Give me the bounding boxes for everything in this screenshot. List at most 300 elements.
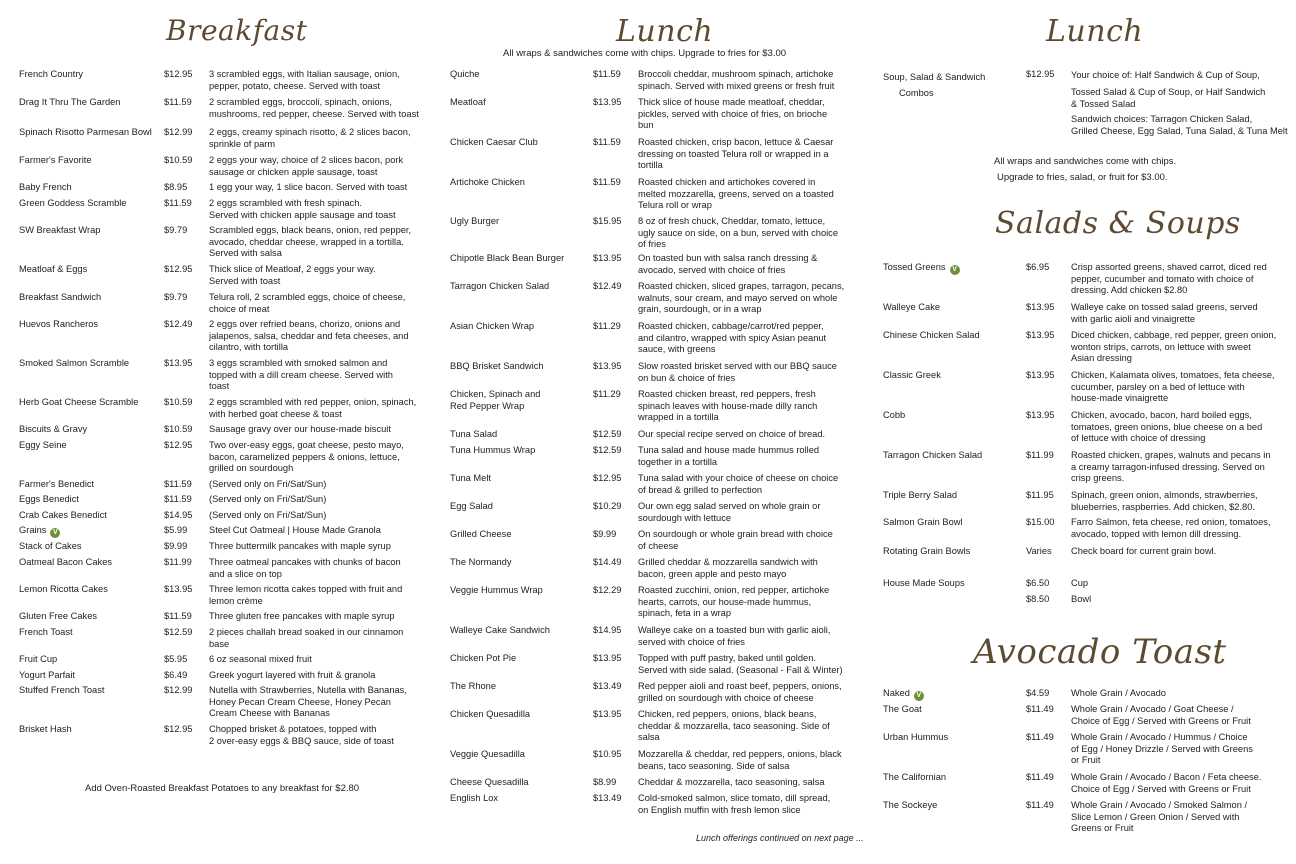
- item-name-line: Red Pepper Wrap: [450, 400, 525, 411]
- item-name: [883, 517, 963, 529]
- item-name-line: Veggie Hummus Wrap: [450, 585, 543, 595]
- item-description-line: Greek yogurt layered with fruit & granola: [209, 670, 376, 680]
- item-name-line: Lemon Ricotta Cakes: [19, 584, 108, 594]
- item-name: [883, 330, 980, 342]
- item-name-line: Quiche: [450, 69, 480, 79]
- item-name: [19, 541, 82, 553]
- item-name: [883, 450, 982, 462]
- item-description-line: crisp greens.: [1071, 473, 1125, 484]
- item-name: [19, 494, 79, 506]
- item-description-line: Asian dressing: [1071, 353, 1132, 364]
- item-description-line: Whole Grain / Avocado / Goat Cheese /: [1071, 704, 1234, 714]
- item-description: [638, 97, 827, 132]
- item-description-line: of lettuce with choice of dressing: [1071, 433, 1206, 444]
- item-description: [1071, 410, 1262, 445]
- item-description-line: served with choice of fries: [638, 636, 745, 647]
- item-description-line: together in a tortilla: [638, 456, 718, 467]
- item-description-line: jalapenos, salsa, cheddar and feta cheeses, and: [209, 330, 409, 341]
- item-description: [209, 440, 404, 475]
- item-price: $12.95: [1026, 69, 1055, 79]
- item-description-line: dressing on toasted Telura roll or wrapped in a: [638, 148, 829, 159]
- item-price: $12.95: [164, 724, 193, 734]
- item-description-line: Choice of Egg / Served with Greens or Fruit: [1071, 783, 1251, 794]
- item-description-line: Two over-easy eggs, goat cheese, pesto mayo,: [209, 440, 404, 450]
- item-price: $11.95: [1026, 490, 1054, 500]
- item-description-line: Farro Salmon, feta cheese, red onion, tomatoes,: [1071, 517, 1271, 527]
- item-name: [19, 358, 129, 370]
- item-name-line: French Toast: [19, 627, 73, 637]
- item-name: [450, 625, 550, 637]
- item-name-line: Cheese Quesadilla: [450, 777, 529, 787]
- item-price: $12.49: [593, 281, 622, 291]
- item-description-line: spinach leaves with house-made dilly ranch: [638, 400, 818, 411]
- item-price: $13.95: [164, 584, 193, 594]
- item-description-line: 2 scrambled eggs, broccoli, spinach, onions,: [209, 97, 392, 107]
- item-name: [450, 429, 497, 441]
- item-name-line: Rotating Grain Bowls: [883, 546, 971, 556]
- item-name-line: Urban Hummus: [883, 732, 949, 742]
- item-name: [19, 611, 97, 623]
- item-price: $11.59: [164, 611, 192, 621]
- item-name: [883, 732, 948, 744]
- item-price: $12.59: [593, 445, 622, 455]
- item-description-line: Whole Grain / Avocado / Bacon / Feta cheese.: [1071, 772, 1262, 782]
- item-price: $9.99: [164, 541, 188, 551]
- item-name: [450, 749, 525, 761]
- item-description-line: 3 eggs scrambled with smoked salmon and: [209, 358, 388, 368]
- item-price: $8.99: [593, 777, 617, 787]
- item-description-line: Topped with puff pastry, baked until golden.: [638, 653, 816, 663]
- item-name: [19, 397, 138, 409]
- item-description-line: 2 eggs over refried beans, chorizo, onions and: [209, 319, 401, 329]
- item-description: [638, 429, 825, 441]
- item-description-line: walnuts, sour cream, and mayo served on whole: [638, 292, 838, 303]
- item-description-line: 2 over-easy eggs & BBQ sauce, side of toast: [209, 735, 395, 746]
- item-description-line: a creamy tarragon-infused dressing. Served on: [1071, 461, 1265, 472]
- item-description-line: topped with a dill cream cheese. Served with: [209, 369, 393, 380]
- item-description-line: Sausage gravy over our house-made biscuit: [209, 424, 391, 434]
- item-name: [19, 182, 72, 194]
- item-price: $11.29: [593, 389, 621, 399]
- item-description-line: Whole Grain / Avocado / Smoked Salmon /: [1071, 800, 1248, 810]
- item-price: $13.95: [593, 253, 622, 263]
- item-description: [1071, 450, 1271, 485]
- item-description-line: Roasted chicken and artichokes covered in: [638, 177, 816, 187]
- item-name-line: Farmer's Benedict: [19, 479, 95, 489]
- item-description-line: Cup: [1071, 578, 1089, 588]
- item-description-line: Your choice of: Half Sandwich & Cup of Soup,: [1071, 70, 1260, 80]
- item-description: [209, 319, 409, 354]
- item-price: $12.95: [164, 69, 193, 79]
- item-description-line: cheddar & mozzarella, taco seasoning. Side of: [638, 720, 830, 731]
- item-price: $13.95: [1026, 302, 1055, 312]
- item-price: $10.59: [164, 155, 193, 165]
- item-price: $13.95: [164, 358, 193, 368]
- item-description: [209, 182, 407, 194]
- item-description-line: Steel Cut Oatmeal | House Made Granola: [209, 525, 381, 535]
- item-name: [450, 253, 564, 265]
- item-description: [1071, 578, 1088, 590]
- item-description: [1071, 546, 1216, 558]
- item-description: [638, 216, 838, 251]
- item-description: [638, 681, 842, 704]
- item-price: $14.49: [593, 557, 622, 567]
- item-name: [450, 529, 512, 541]
- item-description-line: 8 oz of fresh chuck, Cheddar, tomato, lettuce,: [638, 216, 826, 226]
- item-description-line: 2 eggs scrambled with fresh spinach.: [209, 198, 362, 208]
- item-name-line: Huevos Rancheros: [19, 319, 99, 329]
- item-description-line: Cheddar & mozzarella, taco seasoning, salsa: [638, 777, 825, 787]
- item-name-line: Ugly Burger: [450, 216, 500, 226]
- item-name-line: Classic Greek: [883, 370, 941, 380]
- item-description-line: Three oatmeal pancakes with chunks of bacon: [209, 557, 401, 567]
- item-description: [1071, 370, 1275, 405]
- item-description-line: (Served only on Fri/Sat/Sun): [209, 510, 327, 520]
- item-price: $13.49: [593, 681, 622, 691]
- item-name: [19, 670, 75, 682]
- item-name-line: Eggy Seine: [19, 440, 67, 450]
- item-name-line: Combos: [899, 88, 934, 98]
- item-price: $10.59: [164, 424, 193, 434]
- item-description-line: Thick slice of Meatloaf, 2 eggs your way.: [209, 264, 376, 274]
- item-price: $14.95: [593, 625, 622, 635]
- item-description-line: avocado, cheddar cheese, wrapped in a tortilla.: [209, 236, 404, 247]
- item-description-line: bacon, caramelized peppers & onions, lettuce,: [209, 451, 400, 462]
- item-name-line: Tossed Greens V: [883, 262, 960, 275]
- item-name: [450, 653, 516, 665]
- item-description-line: Roasted chicken, sliced grapes, tarragon, pecans,: [638, 281, 845, 291]
- item-description-line: Three buttermilk pancakes with maple syrup: [209, 541, 391, 551]
- item-name-line: Chicken Pot Pie: [450, 653, 517, 663]
- item-name: [883, 578, 965, 590]
- item-name-line: Baby French: [19, 182, 72, 192]
- item-description: [209, 494, 326, 506]
- item-name: [450, 681, 496, 693]
- item-name-line: Oatmeal Bacon Cakes: [19, 557, 113, 567]
- item-description-line: 2 eggs scrambled with red pepper, onion, spinach,: [209, 397, 417, 407]
- item-description: [209, 541, 391, 553]
- item-description-line: melted mozzarella, greens, served on a toasted: [638, 188, 834, 199]
- item-name-line: The Sockeye: [883, 800, 938, 810]
- breakfast-heading: Breakfast: [166, 14, 308, 47]
- item-description-line: Crisp assorted greens, shaved carrot, diced red: [1071, 262, 1267, 272]
- item-description: [638, 557, 818, 580]
- item-name-line: The Goat: [883, 704, 922, 714]
- item-description: [209, 424, 391, 436]
- item-name: [19, 479, 94, 491]
- item-price: $12.95: [593, 473, 622, 483]
- item-description-line: On sourdough or whole grain bread with choice: [638, 529, 833, 539]
- item-description-line: mushrooms, red pepper, cheese. Served with toast: [209, 108, 419, 119]
- item-name-line: Biscuits & Gravy: [19, 424, 88, 434]
- item-description-line: salsa: [638, 732, 660, 743]
- item-name-line: Chicken Caesar Club: [450, 137, 538, 147]
- item-description-line: grilled on sourdough: [209, 463, 294, 474]
- item-name-line: Triple Berry Salad: [883, 490, 958, 500]
- item-description-line: 3 scrambled eggs, with Italian sausage, onion,: [209, 69, 400, 79]
- item-name: [450, 281, 549, 293]
- item-description: [1071, 704, 1251, 727]
- breakfast-footnote: Add Oven-Roasted Breakfast Potatoes to any breakfast for $2.80: [85, 783, 360, 794]
- item-description: [638, 361, 837, 384]
- item-description-line: Broccoli cheddar, mushroom spinach, artichoke: [638, 69, 834, 79]
- item-name-line: House Made Soups: [883, 578, 965, 588]
- item-description-line: of cheese: [638, 540, 679, 551]
- item-description-line: Three gluten free pancakes with maple syrup: [209, 611, 395, 621]
- item-name-line: French Country: [19, 69, 84, 79]
- item-description-line: Honey Pecan Cream Cheese, Honey Pecan: [209, 696, 391, 707]
- item-name: [883, 410, 905, 422]
- item-name: [19, 685, 104, 697]
- item-name-line: Drag It Thru The Garden: [19, 97, 121, 107]
- item-price: $13.95: [593, 653, 622, 663]
- item-name-line: Spinach Risotto Parmesan Bowl: [19, 127, 152, 137]
- item-name: [19, 627, 73, 639]
- item-name-line: SW Breakfast Wrap: [19, 225, 101, 235]
- item-name: [450, 137, 538, 149]
- item-description-line: wonton strips, carrots, on lettuce with sweet: [1071, 341, 1251, 352]
- item-description: [209, 584, 402, 607]
- item-price: $11.59: [164, 494, 192, 504]
- item-name-line: Green Goddess Scramble: [19, 198, 127, 208]
- item-price: $11.49: [1026, 800, 1054, 810]
- item-description: [638, 501, 820, 524]
- item-description: [1071, 594, 1091, 606]
- item-description: [209, 627, 403, 650]
- item-description-line: Roasted chicken, crisp bacon, lettuce & Caesar: [638, 137, 834, 147]
- item-name: [883, 302, 940, 314]
- item-description: [638, 177, 834, 212]
- item-name-line: Salmon Grain Bowl: [883, 517, 963, 527]
- item-price: $6.50: [1026, 578, 1050, 588]
- item-price: $10.29: [593, 501, 622, 511]
- item-description: [1071, 302, 1258, 325]
- item-description: [209, 358, 393, 393]
- item-description: [209, 97, 419, 120]
- item-description-line: Red pepper aioli and roast beef, peppers, onions,: [638, 681, 842, 691]
- item-description-line: Sandwich choices: Tarragon Chicken Salad,: [1071, 113, 1253, 124]
- item-description-line: Three lemon ricotta cakes topped with fruit and: [209, 584, 403, 594]
- item-description-line: spinach, feta in a wrap: [638, 608, 732, 619]
- item-description-line: cucumber, parsley on a bed of lettuce with: [1071, 381, 1245, 392]
- item-description-line: beans, taco seasoning. Side of salsa: [638, 760, 790, 771]
- item-description: [209, 685, 407, 720]
- item-description-line: Scrambled eggs, black beans, onion, red pepper,: [209, 225, 412, 235]
- item-description-line: ugly sauce on side, on a bun, served with choice: [638, 227, 839, 238]
- item-description-line: wrapped in a tortilla: [638, 412, 719, 423]
- item-name-line: Soup, Salad & Sandwich: [883, 72, 986, 82]
- item-description-line: Choice of Egg / Served with Greens or Fruit: [1071, 715, 1251, 726]
- item-description-line: & Tossed Salad: [1071, 99, 1136, 109]
- item-name-line: The Rhone: [450, 681, 496, 691]
- item-name: [19, 724, 72, 736]
- item-description: [1071, 490, 1258, 513]
- item-description-line: Chicken, red peppers, onions, black beans,: [638, 709, 817, 719]
- item-description: [638, 793, 830, 816]
- item-description: [638, 445, 819, 468]
- item-description: [1071, 330, 1276, 365]
- item-description: [209, 225, 411, 260]
- item-price: $11.49: [1026, 772, 1054, 782]
- item-description-line: or Fruit: [1071, 755, 1101, 766]
- item-description-line: sprinkle of parm: [209, 138, 276, 149]
- item-name-line: Cobb: [883, 410, 906, 420]
- item-description-line: avocado, served with choice of fries: [638, 264, 786, 275]
- item-description-line: Bowl: [1071, 594, 1092, 604]
- item-name-line: Naked V: [883, 688, 924, 701]
- item-description-line: with garlic aioli and vinaigrette: [1071, 313, 1196, 324]
- item-name-line: Tuna Salad: [450, 429, 498, 439]
- item-price: $13.95: [1026, 370, 1055, 380]
- item-description-line: Served with chicken apple sausage and toast: [209, 209, 396, 220]
- item-name-line: Breakfast Sandwich: [19, 292, 102, 302]
- item-description: [638, 281, 844, 316]
- item-description-line: Thick slice of house made meatloaf, cheddar,: [638, 97, 825, 107]
- item-name-line: Fruit Cup: [19, 654, 58, 664]
- item-description: [209, 127, 411, 150]
- item-name: [450, 585, 543, 597]
- item-price: $10.95: [593, 749, 622, 759]
- item-description-line: and a slice on top: [209, 568, 282, 579]
- item-description-line: 1 egg your way, 1 slice bacon. Served with toast: [209, 182, 408, 192]
- item-description-line: blueberries, raspberries. Add chicken, $2.80.: [1071, 501, 1255, 512]
- item-description: [638, 69, 834, 92]
- item-name-line: The Normandy: [450, 557, 512, 567]
- item-name: [883, 262, 960, 275]
- item-price: $11.59: [593, 69, 621, 79]
- item-name-line: Grilled Cheese: [450, 529, 512, 539]
- item-description-line: on English muffin with fresh lemon slice: [638, 804, 801, 815]
- item-description: [638, 321, 826, 356]
- item-description-line: tomatoes, green onions, blue cheese on a bed: [1071, 421, 1263, 432]
- item-description: [209, 654, 312, 666]
- item-name-line: Walleye Cake: [883, 302, 941, 312]
- item-name: [450, 473, 491, 485]
- item-name-line: Chipotle Black Bean Burger: [450, 253, 565, 263]
- item-description-line: Chopped brisket & potatoes, topped with: [209, 724, 377, 734]
- salads-soups-heading: Salads & Soups: [995, 206, 1241, 241]
- item-name: [883, 800, 937, 812]
- item-name-line: Asian Chicken Wrap: [450, 321, 535, 331]
- item-name: [19, 264, 87, 276]
- item-description: [1071, 800, 1247, 835]
- item-description-line: sauce, with greens: [638, 344, 716, 355]
- item-description-line: Telura roll or wrap: [638, 200, 712, 211]
- item-description-line: tortilla: [638, 160, 663, 171]
- item-description: [209, 510, 326, 522]
- item-name-line: Eggs Benedict: [19, 494, 79, 504]
- item-description-line: Walleye cake on tossed salad greens, served: [1071, 302, 1258, 312]
- item-name-line: English Lox: [450, 793, 499, 803]
- item-description-line: of fries: [638, 239, 666, 250]
- item-price: $12.95: [164, 264, 193, 274]
- item-description-line: Telura roll, 2 scrambled eggs, choice of cheese,: [209, 292, 406, 302]
- item-name: [19, 654, 57, 666]
- item-price: $12.59: [593, 429, 622, 439]
- item-name-line: Crab Cakes Benedict: [19, 510, 107, 520]
- item-name: [883, 704, 922, 716]
- item-description: [638, 389, 817, 424]
- item-price: $13.95: [593, 709, 622, 719]
- item-name-line: Meatloaf: [450, 97, 486, 107]
- item-description: [209, 155, 403, 178]
- item-description-line: Tuna salad and house made hummus rolled: [638, 445, 820, 455]
- item-name-line: Egg Salad: [450, 501, 493, 511]
- item-description: [638, 777, 825, 789]
- item-description: [209, 525, 381, 537]
- item-price: $8.95: [164, 182, 188, 192]
- item-price: $8.50: [1026, 594, 1050, 604]
- item-name-line: Smoked Salmon Scramble: [19, 358, 130, 368]
- item-description: [1071, 732, 1253, 767]
- item-description-line: Served with side salad. (Seasonal - Fall & Winter): [638, 664, 843, 675]
- item-description-line: spinach. Served with mixed greens or fresh fruit: [638, 80, 835, 91]
- item-description-line: Cold-smoked salmon, slice tomato, dill spread,: [638, 793, 831, 803]
- item-name-line: Gluten Free Cakes: [19, 611, 98, 621]
- item-price: Varies: [1026, 546, 1052, 556]
- item-name: [883, 772, 946, 784]
- item-price: $11.59: [593, 177, 621, 187]
- item-description-line: grain, sourdough, or in a wrap: [638, 304, 762, 315]
- item-description-line: cilantro, with tortilla: [209, 342, 289, 353]
- item-name: [19, 292, 101, 304]
- item-description-line: avocado, topped with lemon dill dressing.: [1071, 528, 1242, 539]
- item-description: [638, 749, 842, 772]
- item-name: [450, 557, 512, 569]
- item-name: [19, 584, 108, 596]
- item-description-line: Whole Grain / Avocado / Hummus / Choice: [1071, 732, 1248, 742]
- item-name: [19, 440, 67, 452]
- item-price: $4.59: [1026, 688, 1050, 698]
- item-name: [883, 546, 970, 558]
- item-price: $10.59: [164, 397, 193, 407]
- item-description-line: Slice Lemon / Green Onion / Served with: [1071, 811, 1240, 822]
- item-description-line: Grilled cheddar & mozzarella sandwich with: [638, 557, 818, 567]
- item-name-line: Chinese Chicken Salad: [883, 330, 980, 340]
- item-description-line: (Served only on Fri/Sat/Sun): [209, 479, 327, 489]
- item-name: [19, 557, 112, 569]
- item-description-line: Grilled Cheese, Egg Salad, Tuna Salad, & Tuna Melt: [1071, 126, 1288, 136]
- item-price: $13.95: [1026, 410, 1055, 420]
- item-name: [19, 510, 107, 522]
- item-description-line: of bread & grilled to perfection: [638, 484, 763, 495]
- item-description-line: Mozzarella & cheddar, red peppers, onions, black: [638, 749, 842, 759]
- item-name: [450, 97, 486, 109]
- item-name: [883, 688, 924, 701]
- lunch-subtitle: All wraps & sandwiches come with chips. Upgrade to fries for $3.00: [503, 48, 787, 59]
- item-name-line: Chicken Quesadilla: [450, 709, 531, 719]
- item-name: [19, 424, 87, 436]
- item-description: [1071, 688, 1166, 700]
- vegetarian-icon: V: [50, 528, 60, 538]
- item-price: $13.95: [593, 97, 622, 107]
- item-description: [209, 264, 376, 287]
- item-description-line: Chicken, avocado, bacon, hard boiled eggs,: [1071, 410, 1252, 420]
- item-name-line: Tarragon Chicken Salad: [883, 450, 983, 460]
- item-description-line: sausage or chicken apple sausage, toast: [209, 166, 378, 177]
- item-price: $6.95: [1026, 262, 1050, 272]
- item-description: [638, 653, 843, 676]
- item-price: $9.79: [164, 225, 188, 235]
- item-description-line: On toasted bun with salsa ranch dressing &: [638, 253, 818, 263]
- item-name: [450, 216, 499, 228]
- item-description-line: grilled on sourdough with choice of cheese: [638, 692, 814, 703]
- item-price: $13.95: [593, 361, 622, 371]
- item-description-line: Roasted chicken, grapes, walnuts and pecans in: [1071, 450, 1271, 460]
- item-description: [638, 585, 829, 620]
- item-price: $12.99: [164, 127, 193, 137]
- lunch-heading: Lunch: [616, 14, 714, 49]
